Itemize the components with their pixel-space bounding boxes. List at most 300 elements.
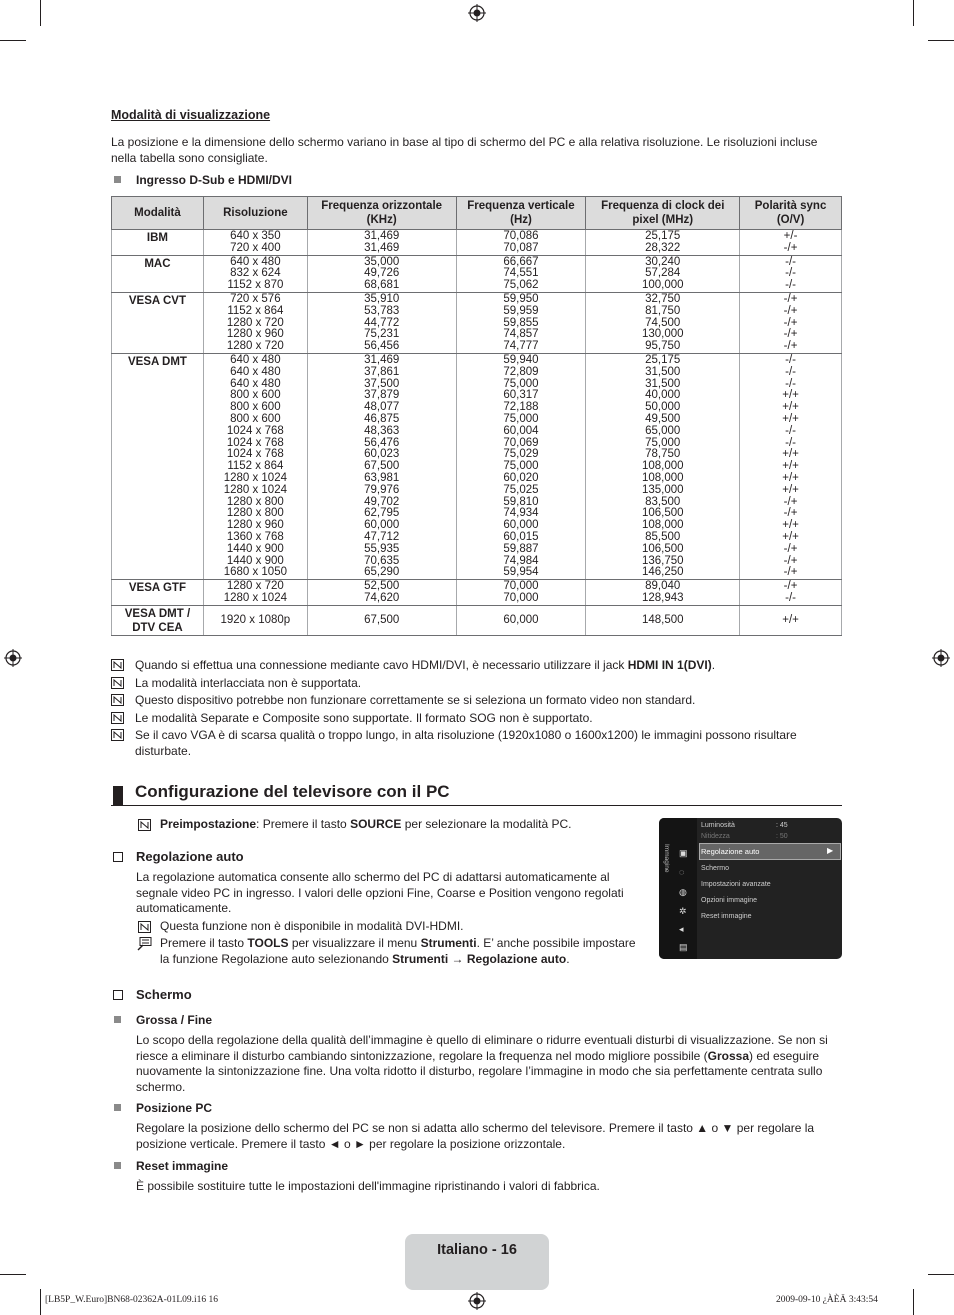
cell-value: 1152 x 870 [227, 279, 284, 292]
print-slug: [LB5P_W.Euro]BN68-02362A-01L09.i16 16 [45, 1295, 219, 1305]
cell-value: 66,667 [503, 255, 539, 268]
preset-label: Preimpostazione [160, 817, 257, 831]
value-cell [203, 255, 307, 292]
cell-value: 800 x 600 [230, 389, 281, 402]
auto-note [136, 919, 641, 935]
heading-rule [111, 805, 842, 806]
cell-value: 1280 x 800 [226, 507, 284, 520]
intro-text: La posizione e la dimensione dello schermo variano in base al tipo di schermo del PC e alla relativa risoluzione. Le risoluzioni incluse nella tabella sono consigliate. [111, 135, 818, 165]
tools-key: TOOLS [247, 936, 289, 950]
value-cell [740, 255, 842, 292]
tools-text: Premere il tasto [160, 936, 248, 950]
cell-value: 720 x 576 [230, 292, 281, 305]
value-cell [307, 230, 456, 256]
note-text: La modalità interlacciata non è supportata. [135, 675, 362, 690]
crop-mark [40, 0, 41, 26]
tools-menu-name: Strumenti [420, 936, 477, 950]
table-header-cell: Frequenza di clock dei pixel (MHz) [586, 197, 740, 230]
value-cell [307, 292, 456, 353]
preset-text: per selezionare la modalità PC. [401, 817, 572, 831]
cell-value: 640 x 480 [230, 377, 281, 390]
mode-cell [112, 353, 204, 579]
cell-value: VESA DMT [127, 355, 187, 368]
mode-cell [112, 580, 204, 606]
square-bullet-icon [114, 1162, 121, 1169]
table-row [112, 605, 842, 635]
auto-text: La regolazione automatica consente allo schermo del PC di adattarsi automaticamente al segnale video PC in ingresso. I valori delle opzioni Fine, Coarse e Position vengono regolati automaticamente. [136, 870, 624, 915]
auto-note-text: Questa funzione non è disponibile in modalità DVI-HDMI. [160, 919, 464, 933]
cell-value: 50,000 [645, 401, 681, 414]
note-item [111, 710, 841, 726]
pos-text: Regolare la posizione dello schermo del PC se non si adatta allo schermo del televisore. Premere il tasto ▲ o ▼ per regolare la posizione verticale. Premere il tasto ◄ o ► per regolare la posizione orizzontale. [136, 1121, 815, 1151]
cell-value: -/+ [783, 507, 798, 520]
channel-icon: ◍ [679, 887, 687, 897]
cell-value: 1024 x 768 [226, 436, 284, 449]
cell-value: +/+ [782, 401, 799, 414]
menu-item-reset-immagine[interactable]: Reset immagine [701, 913, 752, 920]
support-icon: ▤ [679, 942, 688, 952]
value-cell [307, 580, 456, 606]
registration-mark-icon [468, 1292, 486, 1310]
note-text: . [711, 658, 716, 672]
cell-value: VESA DMT / [124, 607, 191, 620]
cell-value: 640 x 350 [230, 230, 281, 242]
table-header-row [112, 197, 842, 230]
cell-value: MAC [144, 257, 171, 270]
cell-value: 49,726 [364, 267, 400, 280]
cell-value: 89,040 [645, 580, 681, 593]
cell-value: 70,000 [503, 591, 539, 604]
checkbox-bullet-icon [113, 990, 123, 1000]
cell-value: 46,875 [364, 412, 400, 425]
cell-value: -/- [785, 436, 796, 449]
square-bullet-icon [114, 176, 121, 183]
grossa-text-part: Lo scopo della regolazione della qualità dell’immagine è quello di eliminare o ridurre eventuali disturbi di visualizzazione. Se non si riesce a eliminare il disturbo cambiando sintonizzazione, regolare la frequenza nel modo migliore possibile ( [136, 1033, 828, 1063]
cell-value: -/+ [783, 554, 798, 567]
value-cell [203, 605, 307, 635]
registration-mark-icon [932, 649, 950, 667]
cell-value: -/+ [783, 316, 798, 329]
cell-value: VESA GTF [128, 582, 186, 595]
cell-value: 1280 x 1024 [223, 471, 287, 484]
value-cell [586, 255, 740, 292]
reset-bullet [114, 1159, 228, 1173]
cell-value: 40,000 [645, 389, 681, 402]
mode-cell [112, 255, 204, 292]
cell-value: -/- [785, 255, 796, 268]
note-icon [111, 712, 124, 724]
square-bullet-icon [114, 1016, 121, 1023]
note-item [111, 727, 841, 759]
table-row [112, 580, 842, 606]
cell-value: 60,004 [503, 424, 539, 437]
cell-value: 31,500 [645, 377, 681, 390]
value-cell [740, 292, 842, 353]
picture-icon: ▣ [679, 848, 688, 858]
value-cell [307, 255, 456, 292]
source-key: SOURCE [350, 817, 402, 831]
cell-value: 108,000 [641, 519, 684, 532]
cell-value: 60,015 [503, 530, 539, 543]
table-header-cell: Frequenza orizzontale (KHz) [307, 197, 456, 230]
cell-value: 70,000 [503, 580, 539, 593]
preset-note [136, 817, 636, 833]
note-icon [111, 659, 124, 671]
cell-value: IBM [146, 232, 168, 244]
cell-value: 60,000 [364, 519, 400, 532]
cell-value: 1920 x 1080p [220, 613, 291, 626]
cell-value: 70,086 [503, 230, 539, 242]
menu-sidebar [659, 818, 697, 959]
value-cell [456, 353, 586, 579]
value-cell [456, 292, 586, 353]
cell-value: 44,772 [364, 316, 400, 329]
cell-value: 75,000 [503, 412, 539, 425]
cell-value: 60,020 [503, 471, 539, 484]
cell-value: -/+ [783, 580, 798, 593]
preset-text: : Premere il tasto [256, 817, 351, 831]
note-text: Se il cavo VGA è di scarsa qualità o troppo lungo, in alta risoluzione (1920x1080 o 1600x1200) le immagini possono risultare disturbate. [135, 728, 797, 759]
cell-value: +/+ [782, 448, 799, 461]
cell-value: 63,981 [364, 471, 400, 484]
cell-value: 75,025 [503, 483, 539, 496]
table-header-cell: Modalità [112, 197, 204, 230]
cell-value: 136,750 [641, 554, 684, 567]
cell-value: 49,500 [645, 412, 681, 425]
menu-value: : 45 [776, 822, 788, 829]
cell-value: -/+ [783, 495, 798, 508]
cell-value: 59,855 [503, 316, 539, 329]
input-bullet [114, 173, 292, 187]
note-item [111, 692, 841, 708]
cell-value: 59,950 [503, 292, 539, 305]
table-header-cell: Polarità sync (O/V) [740, 197, 842, 230]
cell-value: 720 x 400 [230, 241, 281, 254]
cell-value: 74,620 [364, 591, 400, 604]
page-number: Italiano - 16 [437, 1242, 517, 1258]
cell-value: 59,954 [503, 566, 539, 579]
value-cell [456, 255, 586, 292]
cell-value: -/+ [783, 328, 798, 341]
cell-value: DTV CEA [132, 621, 183, 634]
cell-value: -/- [785, 424, 796, 437]
cell-value: 62,795 [364, 507, 400, 520]
cell-value: 72,809 [503, 365, 539, 378]
value-cell [740, 605, 842, 635]
chevron-right-icon: ▶ [827, 846, 834, 855]
cell-value: 74,551 [503, 267, 539, 280]
cell-value: 148,500 [641, 613, 684, 626]
note-icon [138, 921, 151, 933]
value-cell [740, 580, 842, 606]
cell-value: 67,500 [364, 460, 400, 473]
cell-value: -/- [785, 279, 796, 292]
cell-value: 49,702 [364, 495, 400, 508]
cell-value: 72,188 [503, 401, 539, 414]
cell-value: 70,635 [364, 554, 400, 567]
tools-icon [137, 937, 152, 951]
cell-value: 31,469 [364, 353, 400, 366]
cell-value: 800 x 600 [230, 412, 281, 425]
cell-value: 70,069 [503, 436, 539, 449]
tv-menu-screenshot [659, 818, 842, 959]
cell-value: 65,290 [364, 566, 400, 579]
auto-title: Regolazione auto [136, 849, 244, 864]
cell-value: 640 x 480 [230, 255, 281, 268]
cell-value: 832 x 624 [230, 267, 281, 280]
cell-value: 1280 x 1024 [223, 591, 287, 604]
cell-value: 800 x 600 [230, 401, 281, 414]
reset-title: Reset immagine [136, 1159, 229, 1173]
value-cell [456, 580, 586, 606]
crop-mark [0, 1274, 26, 1275]
cell-value: 1280 x 720 [226, 580, 284, 593]
menu-item-opzioni-immagine[interactable]: Opzioni immagine [701, 897, 758, 904]
value-cell [307, 353, 456, 579]
table-row [112, 353, 842, 579]
note-text: Questo dispositivo potrebbe non funzionare correttamente se si seleziona un formato video non standard. [135, 693, 696, 708]
tools-menu-name: Strumenti [392, 951, 449, 966]
menu-side-label: Immagine [663, 844, 670, 873]
tools-text: . [566, 951, 570, 966]
cell-value: 48,077 [364, 401, 400, 414]
cell-value: 37,879 [364, 389, 400, 402]
tools-text: per visualizzare il menu [288, 936, 421, 950]
note-icon [111, 694, 124, 706]
note-icon [138, 819, 151, 831]
cell-value: +/+ [782, 460, 799, 473]
cell-value: 78,750 [645, 448, 681, 461]
cell-value: 74,984 [503, 554, 539, 567]
cell-value: 65,000 [645, 424, 681, 437]
note-bold: HDMI IN 1(DVI) [627, 658, 712, 672]
cell-value: 30,240 [645, 255, 681, 268]
cell-value: 59,959 [503, 304, 539, 317]
cell-value: 60,023 [364, 448, 400, 461]
cell-value: 1152 x 864 [227, 304, 284, 317]
cell-value: 106,500 [641, 542, 684, 555]
cell-value: 1280 x 720 [226, 316, 284, 329]
cell-value: 130,000 [641, 328, 684, 341]
tools-menu-item: Regolazione auto [466, 951, 567, 966]
menu-item-regolazione-auto[interactable]: Regolazione auto [701, 847, 760, 856]
cell-value: 60,317 [503, 389, 539, 402]
cell-value: -/+ [783, 542, 798, 555]
value-cell [203, 353, 307, 579]
cell-value: 74,857 [503, 328, 539, 341]
value-cell [740, 230, 842, 256]
menu-item-luminosita[interactable]: Luminosità [701, 822, 735, 829]
cell-value: 1440 x 900 [226, 542, 284, 555]
cell-value: 75,062 [503, 279, 539, 292]
value-cell [586, 580, 740, 606]
cell-value: 56,456 [364, 340, 400, 353]
cell-value: 47,712 [364, 530, 400, 543]
cell-value: 37,500 [364, 377, 400, 390]
cell-value: 25,175 [645, 230, 681, 242]
value-cell [586, 353, 740, 579]
table-row [112, 255, 842, 292]
cell-value: +/+ [782, 519, 799, 532]
cell-value: 59,940 [503, 353, 539, 366]
cell-value: 32,750 [645, 292, 681, 305]
setup-icon: ✲ [679, 906, 687, 916]
value-cell [456, 605, 586, 635]
cell-value: 106,500 [641, 507, 684, 520]
cell-value: 60,000 [503, 613, 539, 626]
cell-value: 74,500 [645, 316, 681, 329]
cell-value: 1152 x 864 [227, 460, 284, 473]
grossa-text [136, 1033, 844, 1095]
cell-value: 53,783 [364, 304, 400, 317]
grossa-bullet [114, 1013, 212, 1027]
mode-cell [112, 292, 204, 353]
cell-value: 75,000 [503, 377, 539, 390]
registration-mark-icon [4, 649, 22, 667]
cell-value: -/- [785, 267, 796, 280]
cell-value: 85,500 [645, 530, 681, 543]
cell-value: 108,000 [641, 460, 684, 473]
checkbox-bullet-icon [113, 852, 123, 862]
note-text: Quando si effettua una connessione mediante cavo HDMI/DVI, è necessario utilizzare il jack [135, 658, 628, 672]
notes-list [111, 657, 841, 761]
cell-value: 75,231 [364, 328, 400, 341]
input-label: Ingresso D-Sub e HDMI/DVI [136, 173, 293, 187]
section-title: Modalità di visualizzazione [111, 108, 271, 122]
value-cell [740, 353, 842, 579]
table-row [112, 230, 842, 256]
screen-title: Schermo [136, 987, 192, 1002]
menu-item-nitidezza[interactable]: Nitidezza [701, 833, 730, 840]
cell-value: 108,000 [641, 471, 684, 484]
cell-value: 1360 x 768 [226, 530, 284, 543]
cell-value: -/- [785, 591, 796, 604]
cell-value: +/+ [782, 412, 799, 425]
display-modes-table [111, 196, 842, 636]
cell-value: 75,029 [503, 448, 539, 461]
registration-mark-icon [468, 4, 486, 22]
cell-value: 55,935 [364, 542, 400, 555]
cell-value: 1280 x 960 [226, 328, 284, 341]
cell-value: -/- [785, 353, 796, 366]
cell-value: 1440 x 900 [226, 554, 284, 567]
arrow-icon: → [448, 951, 467, 966]
crop-mark [913, 0, 914, 26]
cell-value: 59,810 [503, 495, 539, 508]
cell-value: -/+ [783, 340, 798, 353]
cell-value: 35,000 [364, 255, 400, 268]
cell-value: +/+ [782, 530, 799, 543]
menu-item-impostazioni-avanzate[interactable]: Impostazioni avanzate [701, 881, 771, 888]
cell-value: -/+ [783, 304, 798, 317]
grossa-text-part: ) ed eseguire nuovamente la sintonizzazione fine. Una volta ridotto il disturbo, regolare l’immagine in modo che sia perfettamente centrata sullo schermo. [136, 1048, 823, 1094]
print-timestamp: 2009-09-10 ¿ÀÈÄ 3:43:54 [776, 1295, 878, 1305]
cell-value: 52,500 [364, 580, 400, 593]
crop-mark [913, 1289, 914, 1315]
pos-title: Posizione PC [136, 1101, 213, 1115]
note-item [111, 657, 841, 673]
tools-note [136, 936, 648, 967]
cell-value: 60,000 [503, 519, 539, 532]
value-cell [307, 605, 456, 635]
note-item [111, 675, 841, 691]
grossa-title: Grossa / Fine [136, 1013, 213, 1027]
input-icon: ◂ [679, 924, 684, 934]
cell-value: +/+ [782, 613, 799, 626]
cell-value: 67,500 [364, 613, 400, 626]
menu-value: : 50 [776, 833, 788, 840]
config-title: Configurazione del televisore con il PC [135, 782, 450, 801]
cell-value: 128,943 [641, 591, 684, 604]
cell-value: 83,500 [645, 495, 681, 508]
cell-value: 74,934 [503, 507, 539, 520]
value-cell [586, 292, 740, 353]
value-cell [203, 230, 307, 256]
table-row [112, 292, 842, 353]
value-cell [456, 230, 586, 256]
cell-value: 35,910 [364, 292, 400, 305]
cell-value: 68,681 [364, 279, 400, 292]
menu-item-schermo[interactable]: Schermo [701, 865, 730, 872]
cell-value: 74,777 [503, 340, 539, 353]
cell-value: 70,087 [503, 241, 539, 254]
cell-value: -/- [785, 365, 796, 378]
crop-mark [40, 1289, 41, 1315]
value-cell [203, 580, 307, 606]
cell-value: 100,000 [641, 279, 684, 292]
crop-mark [928, 40, 954, 41]
cell-value: 57,284 [645, 267, 681, 280]
note-icon [111, 677, 124, 689]
cell-value: 95,750 [645, 340, 681, 353]
cell-value: 146,250 [641, 566, 684, 579]
sound-icon: ◌ [679, 867, 685, 877]
cell-value: 31,500 [645, 365, 681, 378]
pos-bullet [114, 1101, 212, 1115]
square-bullet-icon [114, 1104, 121, 1111]
cell-value: 1280 x 960 [226, 519, 284, 532]
crop-mark [928, 1274, 954, 1275]
table-header-cell: Risoluzione [203, 197, 307, 230]
note-icon [111, 729, 124, 741]
heading-bar [113, 786, 123, 805]
cell-value: +/+ [782, 483, 799, 496]
cell-value: VESA CVT [128, 294, 186, 307]
cell-value: +/- [783, 230, 798, 242]
cell-value: 640 x 480 [230, 365, 281, 378]
cell-value: 1680 x 1050 [223, 566, 287, 579]
cell-value: 1280 x 800 [226, 495, 284, 508]
cell-value: -/+ [783, 241, 798, 254]
cell-value: 48,363 [364, 424, 400, 437]
cell-value: 59,887 [503, 542, 539, 555]
cell-value: -/- [785, 377, 796, 390]
cell-value: 75,000 [503, 460, 539, 473]
cell-value: 56,476 [364, 436, 400, 449]
reset-text: È possibile sostituire tutte le impostazioni dell'immagine ripristinando i valori di fabbrica. [136, 1179, 600, 1193]
cell-value: 135,000 [641, 483, 684, 496]
cell-value: 1280 x 1024 [223, 483, 287, 496]
cell-value: 37,861 [364, 365, 400, 378]
cell-value: 1280 x 720 [226, 340, 284, 353]
cell-value: -/+ [783, 292, 798, 305]
cell-value: +/+ [782, 389, 799, 402]
cell-value: 81,750 [645, 304, 681, 317]
cell-value: 1024 x 768 [226, 448, 284, 461]
cell-value: 640 x 480 [230, 353, 281, 366]
cell-value: 25,175 [645, 353, 681, 366]
crop-mark [0, 40, 26, 41]
